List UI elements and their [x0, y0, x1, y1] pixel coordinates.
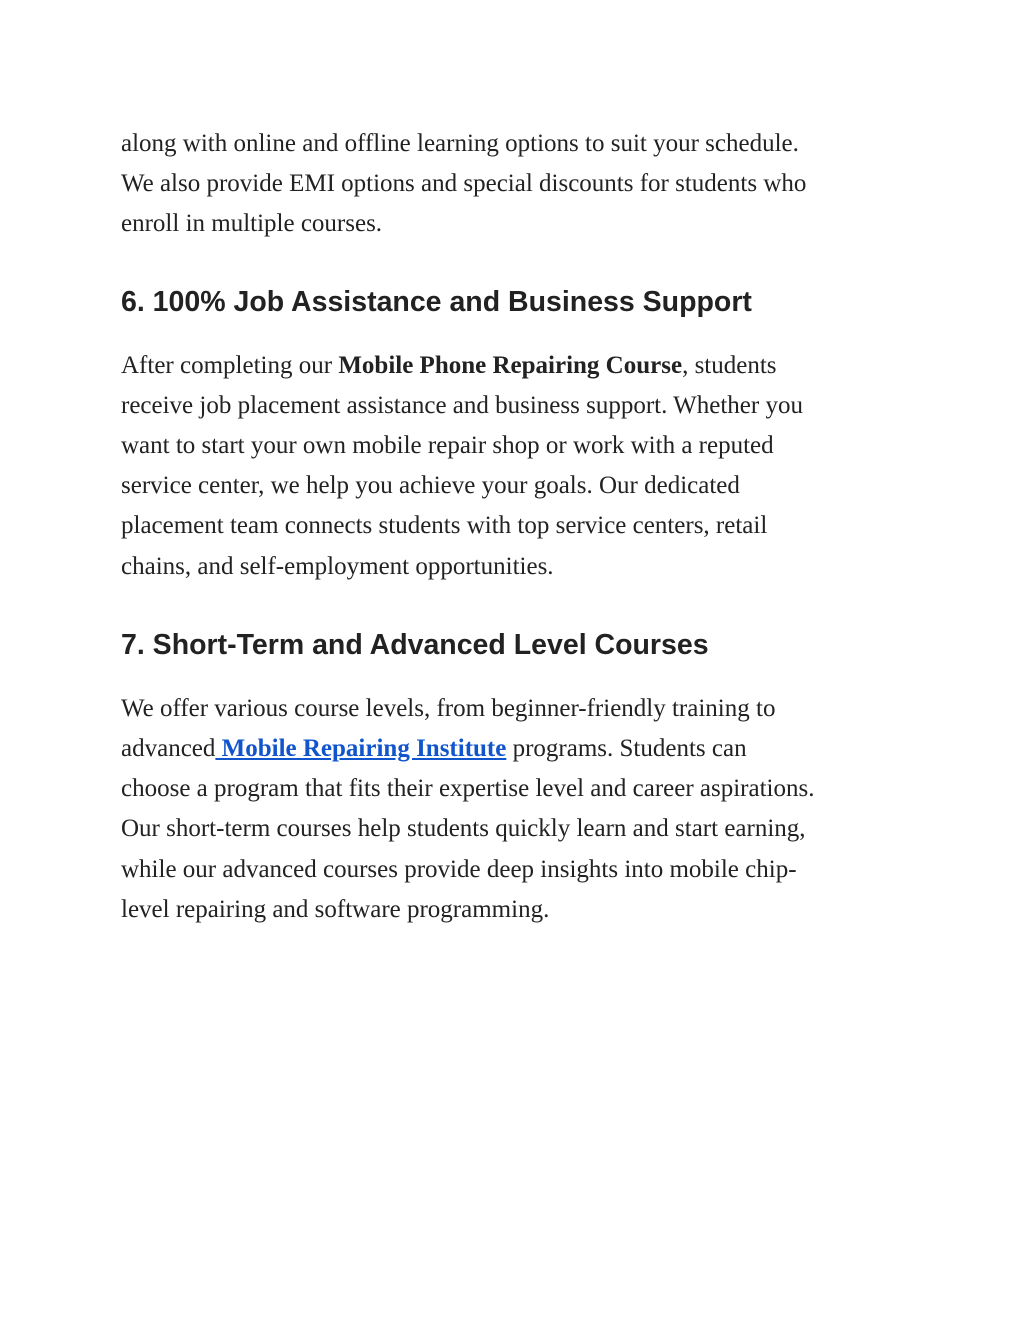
text-line: while our advanced courses provide deep insights into mobile chip- [121, 855, 797, 883]
text-line: We also provide EMI options and special discounts for students who [121, 170, 807, 198]
text-line [121, 729, 901, 769]
text-line: We offer various course levels, from beginner-friendly training to [121, 694, 776, 722]
text-line: service center, we help you achieve your goals. Our dedicated [121, 472, 740, 500]
text-line: receive job placement assistance and business support. Whether you [121, 391, 803, 419]
text-segment: advanced [121, 735, 216, 763]
section-6-paragraph [121, 346, 901, 587]
text-line: want to start your own mobile repair shop or work with a reputed [121, 432, 774, 460]
section-7-paragraph [121, 689, 901, 930]
text-line: placement team connects students with top service centers, retail [121, 512, 768, 540]
text-segment: After completing our [121, 351, 339, 379]
text-line: level repairing and software programming. [121, 895, 550, 923]
text-line [121, 346, 901, 386]
section-6-heading: 6. 100% Job Assistance and Business Support [121, 285, 752, 318]
text-line: Our short-term courses help students quickly learn and start earning, [121, 815, 806, 843]
course-name-bold: Mobile Phone Repairing Course [338, 351, 683, 379]
text-line: enroll in multiple courses. [121, 210, 383, 238]
text-line: choose a program that fits their expertise level and career aspirations. [121, 775, 815, 803]
document-content [121, 124, 901, 930]
intro-paragraph [121, 124, 901, 245]
text-line: chains, and self-employment opportunities. [121, 552, 554, 580]
text-segment: , students [682, 351, 777, 379]
text-line: along with online and offline learning options to suit your schedule. [121, 130, 799, 157]
mobile-repairing-institute-link[interactable]: Mobile Repairing Institute [215, 735, 507, 763]
section-7-heading: 7. Short-Term and Advanced Level Courses [121, 628, 709, 661]
text-segment: programs. Students can [506, 735, 747, 763]
